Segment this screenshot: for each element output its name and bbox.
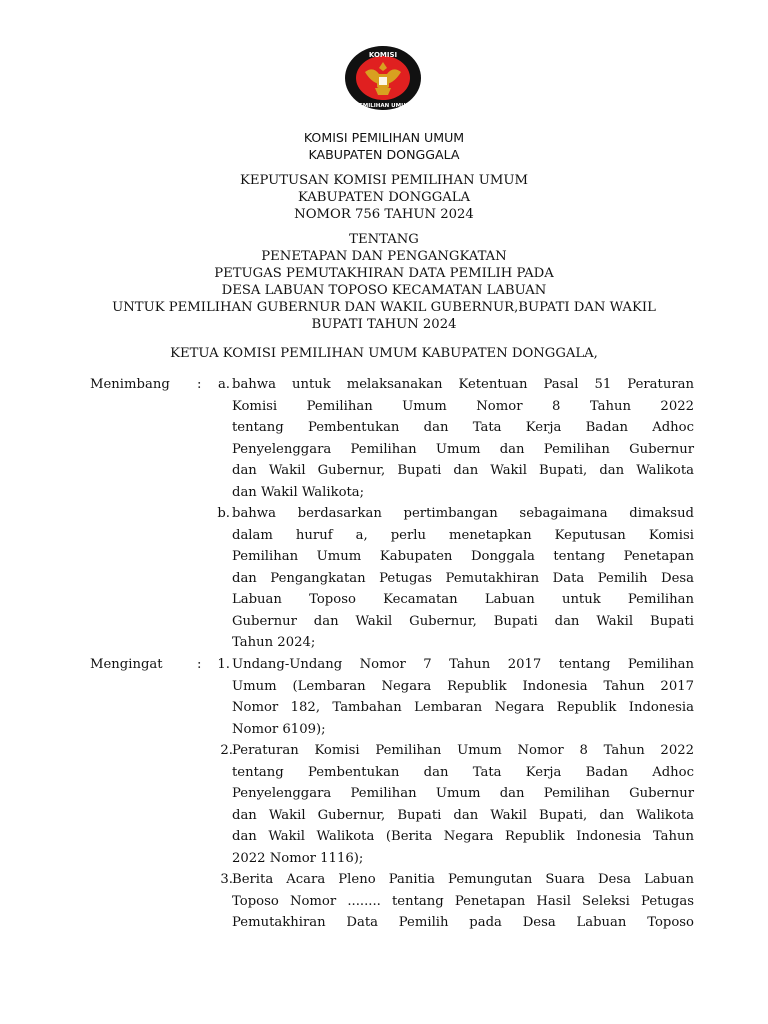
mengingat-label: Mengingat xyxy=(90,657,163,672)
menimbang-colon: : xyxy=(197,377,202,392)
org-line-1: KOMISI PEMILIHAN UMUM xyxy=(303,130,465,145)
subject-about: TENTANG xyxy=(349,232,419,247)
subject-line: BUPATI TAHUN 2024 xyxy=(311,317,457,332)
text-line: Pemutakhiran Data Pemilih pada Desa Labuan Toposo xyxy=(232,915,694,930)
decree-number: NOMOR 756 TAHUN 2024 xyxy=(294,207,474,222)
menimbang-item-a xyxy=(232,374,694,503)
menimbang-label: Menimbang xyxy=(90,377,170,392)
mengingat-item-1 xyxy=(232,654,694,740)
text-line: Gubernur dan Wakil Gubernur, Bupati dan Wakil Bupati xyxy=(232,613,694,629)
text-line: dan Pengangkatan Petugas Pemutakhiran Data Pemilih Desa xyxy=(232,570,694,586)
mengingat-colon: : xyxy=(197,657,202,672)
subject-line: PENETAPAN DAN PENGANGKATAN xyxy=(261,249,507,264)
mengingat-item-3 xyxy=(232,869,694,934)
text-line: dan Wakil Walikota; xyxy=(232,484,365,500)
menimbang-item-b xyxy=(232,503,694,654)
item-marker-2: 2. xyxy=(220,743,233,758)
item-marker-1: 1. xyxy=(217,657,230,672)
text-line: bahwa berdasarkan pertimbangan sebagaimana dimaksud xyxy=(232,506,694,521)
subject-line: DESA LABUAN TOPOSO KECAMATAN LABUAN xyxy=(221,283,547,298)
org-header xyxy=(0,129,768,163)
text-line: tentang Pembentukan dan Tata Kerja Badan Adhoc xyxy=(232,420,694,435)
decree-header xyxy=(0,172,768,223)
mengingat-item-2 xyxy=(232,740,694,869)
item-marker-3: 3. xyxy=(220,872,233,887)
text-line: Penyelenggara Pemilihan Umum dan Pemilihan Gubernur xyxy=(232,441,694,457)
text-line: dan Wakil Gubernur, Bupati dan Wakil Bupati, dan Walikota xyxy=(232,463,694,478)
org-line-2: KABUPATEN DONGGALA xyxy=(308,147,460,162)
logo-ring-top-text: KOMISI xyxy=(368,51,398,59)
chair-heading: KETUA KOMISI PEMILIHAN UMUM KABUPATEN DONGGALA, xyxy=(170,346,598,361)
subject-line: PETUGAS PEMUTAKHIRAN DATA PEMILIH PADA xyxy=(214,266,554,281)
text-line: bahwa untuk melaksanakan Ketentuan Pasal 51 Peraturan xyxy=(232,377,694,392)
text-line: Labuan Toposo Kecamatan Labuan untuk Pemilihan xyxy=(232,592,694,607)
text-line: Undang-Undang Nomor 7 Tahun 2017 tentang Pemilihan xyxy=(232,657,694,672)
subject-line: UNTUK PEMILIHAN GUBERNUR DAN WAKIL GUBERNUR,BUPATI DAN WAKIL xyxy=(112,300,656,315)
item-marker-b: b. xyxy=(217,506,230,521)
text-line: Berita Acara Pleno Panitia Pemungutan Suara Desa Labuan xyxy=(232,872,694,887)
text-line: Nomor 6109); xyxy=(232,721,326,737)
text-line: Penyelenggara Pemilihan Umum dan Pemilihan Gubernur xyxy=(232,786,694,801)
logo-ring-bottom-text: PEMILIHAN UMUM xyxy=(354,103,412,109)
text-line: tentang Pembentukan dan Tata Kerja Badan Adhoc xyxy=(232,764,694,780)
text-line: Umum (Lembaran Negara Republik Indonesia Tahun 2017 xyxy=(232,678,694,694)
text-line: Tahun 2024; xyxy=(232,635,316,650)
text-line: dan Wakil Gubernur, Bupati dan Wakil Bupati, dan Walikota xyxy=(232,807,694,823)
text-line: Nomor 182, Tambahan Lembaran Negara Republik Indonesia xyxy=(232,700,694,715)
text-line: dan Wakil Walikota (Berita Negara Republik Indonesia Tahun xyxy=(232,829,694,844)
text-line: 2022 Nomor 1116); xyxy=(232,850,364,866)
kpu-logo-icon xyxy=(343,44,423,112)
decree-line-2: KABUPATEN DONGGALA xyxy=(297,190,471,205)
text-line: Peraturan Komisi Pemilihan Umum Nomor 8 Tahun 2022 xyxy=(232,743,694,758)
decree-line-1: KEPUTUSAN KOMISI PEMILIHAN UMUM xyxy=(239,173,529,188)
item-marker-a: a. xyxy=(217,377,230,392)
decree-subject xyxy=(0,231,768,333)
text-line: Komisi Pemilihan Umum Nomor 8 Tahun 2022 xyxy=(232,398,694,414)
text-line: dalam huruf a, perlu menetapkan Keputusan Komisi xyxy=(232,527,694,543)
text-line: Toposo Nomor ........ tentang Penetapan Hasil Seleksi Petugas xyxy=(232,893,694,909)
text-line: Pemilihan Umum Kabupaten Donggala tentang Penetapan xyxy=(232,549,694,564)
